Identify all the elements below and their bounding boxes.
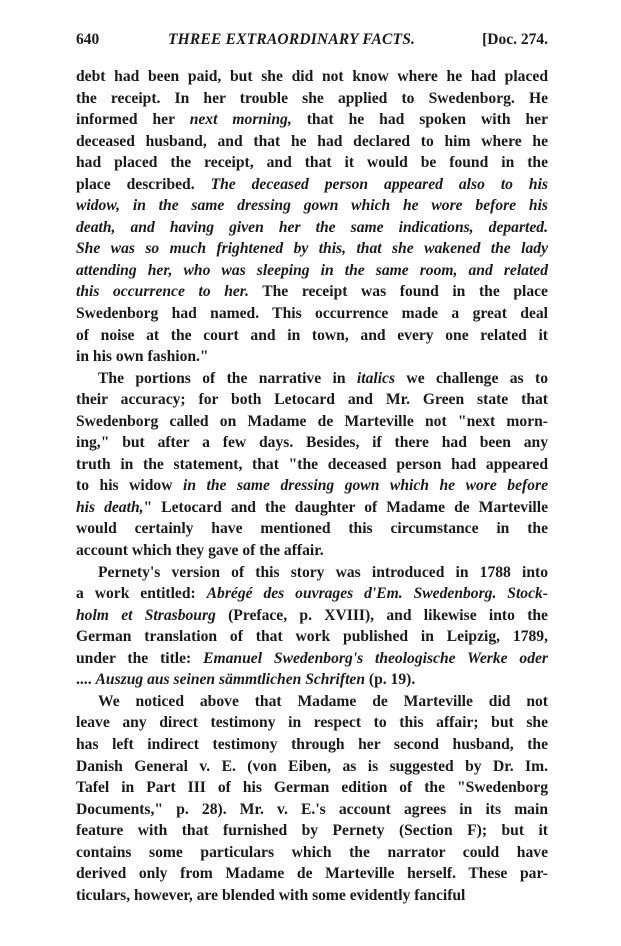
text-line <box>76 368 548 390</box>
text-line <box>76 174 548 196</box>
running-title: THREE EXTRAORDINARY FACTS. <box>168 31 416 48</box>
text-run: Documents," p. 28). Mr. v. E.'s account agrees in its main <box>76 800 548 818</box>
text-run: we challenge as to <box>395 369 549 387</box>
document-reference: [Doc. 274. <box>482 31 548 48</box>
italic-run: She was so much frightened by this, that she wakened the lady <box>76 240 548 258</box>
text-run: (Preface, p. XVIII), and likewise into the <box>215 606 548 624</box>
text-line <box>76 626 548 648</box>
paragraph <box>76 66 548 368</box>
paragraph <box>76 562 548 691</box>
italic-run: Emanuel Swedenborg's theologische Werke oder <box>203 649 548 667</box>
body-text <box>76 66 548 906</box>
text-run: Tafel in Part III of his German edition of the "Swedenborg <box>76 779 548 797</box>
text-line <box>76 389 548 411</box>
text-run: Swedenborg called on Madame de Marteville not "next morn- <box>76 412 548 430</box>
text-line <box>76 799 548 821</box>
text-line <box>76 217 548 239</box>
text-line <box>76 669 548 691</box>
text-run: We noticed above that Madame de Marteville did not <box>98 692 548 710</box>
italic-run: Auszug aus seinen sämmtlichen Schriften <box>95 671 365 689</box>
text-run: Swedenborg had named. This occurrence made a great deal <box>76 305 548 323</box>
text-line <box>76 475 548 497</box>
italic-run: italics <box>356 369 396 387</box>
text-run: has left indirect testimony through her second husband, the <box>76 735 548 753</box>
text-line <box>76 66 548 88</box>
text-line <box>76 863 548 885</box>
text-run: that he had spoken with her <box>291 111 548 129</box>
text-line <box>76 777 548 799</box>
text-run: ing," but after a few days. Besides, if there had been any <box>76 434 548 452</box>
text-run: The receipt was found in the place <box>248 283 548 301</box>
text-line <box>76 411 548 433</box>
text-run: debt had been paid, but she did not know where he had placed <box>76 68 548 85</box>
text-line <box>76 712 548 734</box>
italic-run: holm et Strasbourg <box>76 606 216 624</box>
italic-run: widow, in the same dressing gown which he wore before his <box>76 197 548 215</box>
text-run: " Letocard and the daughter of Madame de Marteville <box>143 498 548 516</box>
text-line <box>76 88 548 110</box>
text-line <box>76 583 548 605</box>
page-number: 640 <box>76 31 100 48</box>
italic-run: attending her, who was sleeping in the same room, and related <box>76 261 548 279</box>
text-run: Pernety's version of this story was introduced in 1788 into <box>98 563 548 581</box>
text-line <box>76 454 548 476</box>
text-line <box>76 540 548 562</box>
text-run: in his own fashion." <box>76 348 209 366</box>
paragraph <box>76 691 548 906</box>
text-line <box>76 325 548 347</box>
text-line <box>76 734 548 756</box>
text-run: truth in the statement, that "the deceased person had appeared <box>76 455 548 473</box>
italic-run: his death, <box>76 498 144 516</box>
italic-run: Abrégé des ouvrages d'Em. Swedenborg. Stock- <box>206 585 548 603</box>
text-line <box>76 885 548 907</box>
text-run: a work entitled: <box>76 585 207 603</box>
text-run: Danish General v. E. (von Eiben, as is suggested by Dr. Im. <box>76 757 548 775</box>
text-run: of noise at the court and in town, and every one related it <box>76 326 548 344</box>
text-line <box>76 131 548 153</box>
text-run: contains some particulars which the narrator could have <box>76 843 548 861</box>
page-header <box>76 28 548 52</box>
text-run: their accuracy; for both Letocard and Mr. Green state that <box>76 391 548 409</box>
text-run: would certainly have mentioned this circumstance in the <box>76 520 548 538</box>
text-line <box>76 842 548 864</box>
italic-run: next morning, <box>189 111 292 129</box>
text-run: .... <box>76 671 96 689</box>
text-line <box>76 238 548 260</box>
text-line <box>76 497 548 519</box>
text-run: (p. 19). <box>365 671 416 689</box>
text-line <box>76 303 548 325</box>
italic-run: death, and having given her the same indications, departed. <box>76 218 548 236</box>
text-line <box>76 518 548 540</box>
text-line <box>76 281 548 303</box>
text-run: derived only from Madame de Marteville herself. These par- <box>76 865 548 883</box>
text-line <box>76 756 548 778</box>
text-run: under the title: <box>76 649 204 667</box>
text-run: The portions of the narrative in <box>98 369 357 387</box>
text-line <box>76 605 548 627</box>
paragraph <box>76 368 548 562</box>
text-run: deceased husband, and that he had declared to him where he <box>76 132 548 150</box>
text-line <box>76 152 548 174</box>
text-line <box>76 346 548 368</box>
text-line <box>76 432 548 454</box>
text-run: leave any direct testimony in respect to this affair; but she <box>76 714 548 732</box>
text-line <box>76 562 548 584</box>
text-run: place described. <box>76 175 211 193</box>
text-run: ticulars, however, are blended with some evidently fanciful <box>76 886 466 904</box>
text-run: had placed the receipt, and that it would be found in the <box>76 154 548 172</box>
text-run: the receipt. In her trouble she applied to Swedenborg. He <box>76 89 548 107</box>
text-run: informed her <box>76 111 190 129</box>
text-line <box>76 195 548 217</box>
text-line <box>76 691 548 713</box>
text-run: feature with that furnished by Pernety (Section F); but it <box>76 822 548 840</box>
italic-run: this occurrence to her. <box>76 283 249 301</box>
text-line <box>76 648 548 670</box>
text-line <box>76 260 548 282</box>
text-run: German translation of that work published in Leipzig, 1789, <box>76 628 548 646</box>
text-line <box>76 109 548 131</box>
italic-run: The deceased person appeared also to his <box>210 175 548 193</box>
text-run: to his widow <box>76 477 183 495</box>
text-run: account which they gave of the affair. <box>76 542 324 560</box>
italic-run: in the same dressing gown which he wore before <box>183 477 548 495</box>
text-line <box>76 820 548 842</box>
